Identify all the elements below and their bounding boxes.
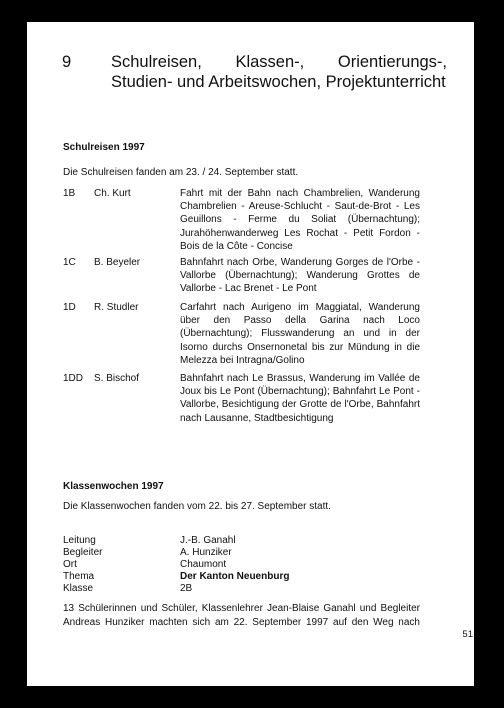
class-code: 1D bbox=[63, 302, 76, 313]
class-code: 1DD bbox=[63, 373, 84, 384]
trip-description: Bahnfahrt nach Orbe, Wanderung Gorges de l'Orbe - Vallorbe (Übernachtung); Wanderung Grottes de Vallorbe - Lac Brenet - Le Pont bbox=[180, 257, 420, 295]
trip-description: Fahrt mit der Bahn nach Chambrelien, Wanderung Chambrelien - Areuse-Schlucht - Saut-de-Brot - Les Geuillons - Ferme du Soliat (Übernachtung); Jurahöhenwanderweg Les Rochat - Petit Fordon - Bois de la Côte - Concise bbox=[180, 188, 420, 252]
class-code: 1B bbox=[63, 188, 76, 199]
detail-value: A. Hunziker bbox=[180, 547, 232, 558]
section-heading-schulreisen: Schulreisen 1997 bbox=[63, 142, 145, 153]
klassenwochen-intro: Die Klassenwochen fanden vom 22. bis 27. September statt. bbox=[63, 501, 331, 512]
teacher-name: S. Bischof bbox=[94, 373, 140, 384]
trip-description: Carfahrt nach Aurigeno im Maggiatal, Wanderung über den Passo della Garina nach Loco (Übernachtung); Flusswanderung an und in der Isorno durchs Onsernonetal bis zur Mündung in die Melezza bei Intragna/Golino bbox=[180, 302, 420, 366]
body-paragraph-line: 13 Schülerinnen und Schüler, Klassenlehrer Jean-Blaise Ganahl und Begleiter bbox=[63, 603, 420, 614]
teacher-name: B. Beyeler bbox=[94, 257, 141, 268]
detail-value-theme: Der Kanton Neuenburg bbox=[180, 571, 290, 582]
detail-key: Klasse bbox=[63, 583, 94, 594]
detail-value: Chaumont bbox=[180, 559, 227, 570]
teacher-name: R. Studler bbox=[94, 302, 139, 313]
class-code: 1C bbox=[63, 257, 76, 268]
chapter-number: 9 bbox=[62, 53, 72, 71]
detail-key: Ort bbox=[63, 559, 77, 570]
schulreisen-intro: Die Schulreisen fanden am 23. / 24. September statt. bbox=[63, 167, 299, 178]
detail-key: Leitung bbox=[63, 535, 96, 546]
detail-value: J.-B. Ganahl bbox=[180, 535, 236, 546]
teacher-name: Ch. Kurt bbox=[94, 188, 131, 199]
detail-key: Thema bbox=[63, 571, 95, 582]
detail-value: 2B bbox=[180, 583, 193, 594]
page-number: 51 bbox=[462, 629, 473, 640]
section-heading-klassenwochen: Klassenwochen 1997 bbox=[63, 481, 164, 492]
chapter-title: Schulreisen, Klassen-, Orientierungs-, Studien- und Arbeitswochen, Projektunterricht bbox=[111, 53, 447, 91]
body-paragraph-line: Andreas Hunziker machten sich am 22. September 1997 auf den Weg nach bbox=[63, 617, 420, 628]
trip-description: Bahnfahrt nach Le Brassus, Wanderung im Vallée de Joux bis Le Pont (Übernachtung); Bahnfahrt Le Pont - Vallorbe, Besichtigung der Grotte de l'Orbe, Bahnfahrt nach Lausanne, Stadtbesichtigung bbox=[180, 373, 420, 424]
detail-key: Begleiter bbox=[63, 547, 103, 558]
